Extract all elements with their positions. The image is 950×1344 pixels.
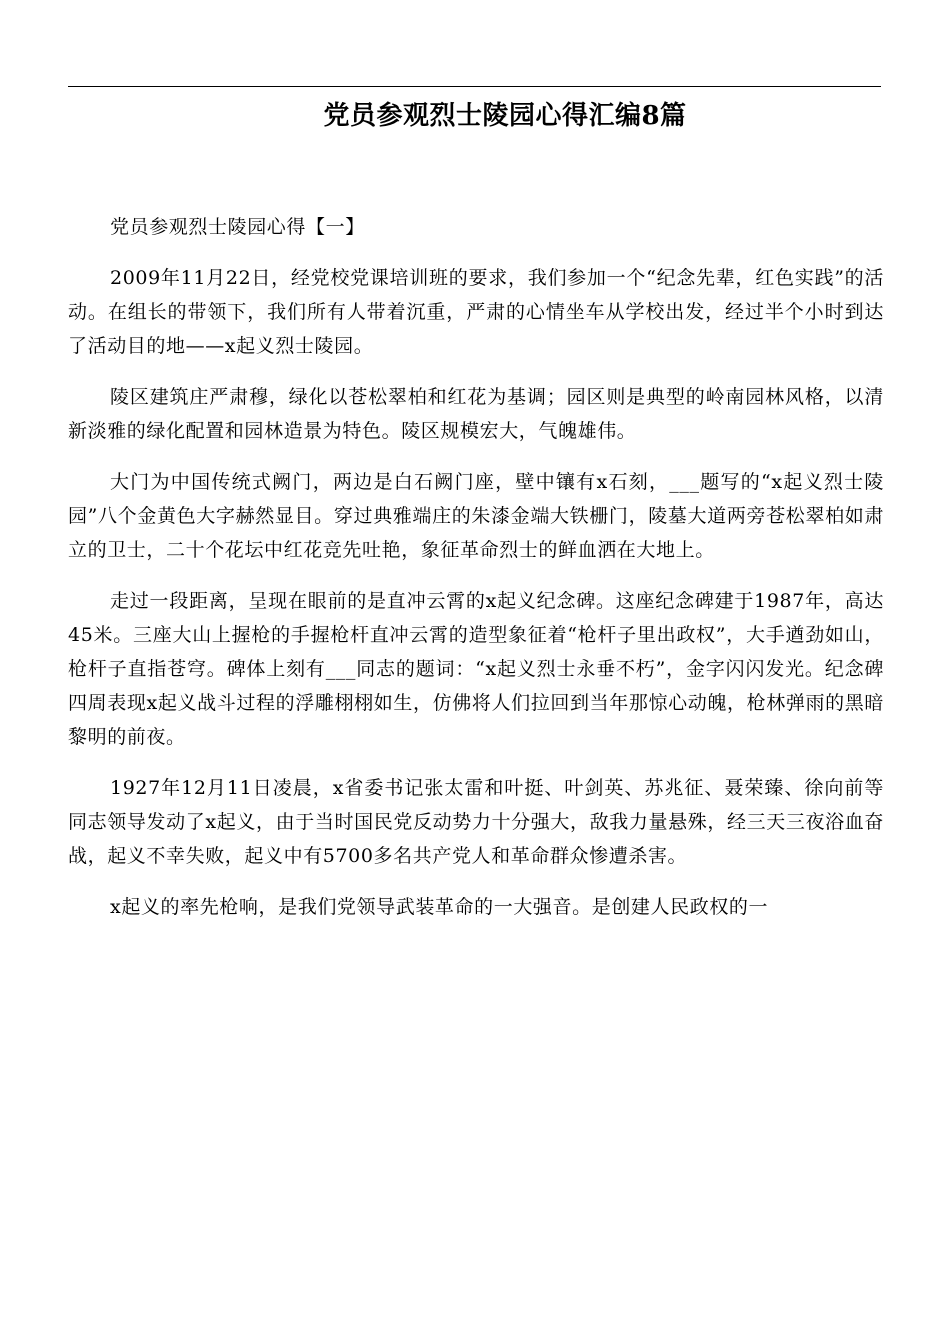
paragraph-5: 1927年12月11日凌晨，x省委书记张太雷和叶挺、叶剑英、苏兆征、聂荣臻、徐向前等同志领导发动了x起义，由于当时国民党反动势力十分强大，敌我力量悬殊，经三天三夜浴血奋战，起义不幸失败，起义中有5700多名共产党人和革命群众惨遭杀害。 bbox=[68, 777, 884, 867]
document-body bbox=[68, 210, 884, 941]
header-rule bbox=[68, 86, 881, 87]
paragraph-4: 走过一段距离，呈现在眼前的是直冲云霄的x起义纪念碑。这座纪念碑建于1987年，高达45米。三座大山上握枪的手握枪杆直冲云霄的造型象征着“枪杆子里出政权”，大手遒劲如山，枪杆子直指苍穹。碑体上刻有___同志的题词：“x起义烈士永垂不朽”，金字闪闪发光。纪念碑四周表现x起义战斗过程的浮雕栩栩如生，仿佛将人们拉回到当年那惊心动魄，枪林弹雨的黑暗黎明的前夜。 bbox=[68, 590, 884, 748]
section-heading: 党员参观烈士陵园心得【一】 bbox=[110, 216, 365, 238]
document-title: 党员参观烈士陵园心得汇编8篇 bbox=[323, 101, 687, 131]
paragraph-3: 大门为中国传统式阙门，两边是白石阙门座，壁中镶有x石刻，___题写的“x起义烈士陵园”八个金黄色大字赫然显目。穿过典雅端庄的朱漆金端大铁栅门，陵墓大道两旁苍松翠柏如肃立的卫士，二十个花坛中红花竞先吐艳，象征革命烈士的鲜血洒在大地上。 bbox=[68, 471, 884, 561]
paragraph-6: x起义的率先枪响，是我们党领导武装革命的一大强音。是创建人民政权的一 bbox=[110, 896, 769, 918]
paragraph-1: 2009年11月22日，经党校党课培训班的要求，我们参加一个“纪念先辈，红色实践”的活动。在组长的带领下，我们所有人带着沉重，严肃的心情坐车从学校出发，经过半个小时到达了活动目的地——x起义烈士陵园。 bbox=[68, 267, 884, 357]
paragraph-2: 陵区建筑庄严肃穆，绿化以苍松翠柏和红花为基调；园区则是典型的岭南园林风格，以清新淡雅的绿化配置和园林造景为特色。陵区规模宏大，气魄雄伟。 bbox=[68, 386, 884, 442]
